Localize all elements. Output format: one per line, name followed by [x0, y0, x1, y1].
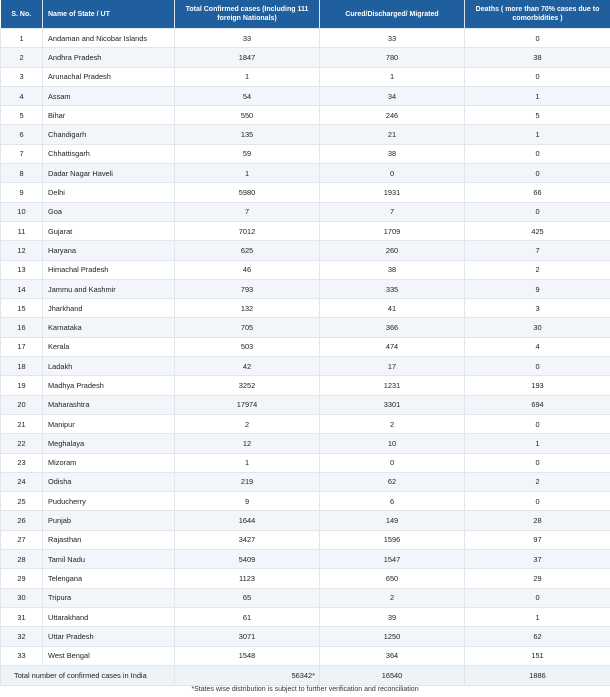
cell-deaths: 1 [465, 607, 610, 626]
cell-confirmed: 2 [175, 414, 320, 433]
table-row [1, 164, 610, 183]
cell-deaths: 0 [465, 453, 610, 472]
cell-sno: 20 [1, 395, 43, 414]
cell-deaths: 5 [465, 106, 610, 125]
table-row [1, 48, 610, 67]
cell-sno: 16 [1, 318, 43, 337]
cell-confirmed: 3252 [175, 376, 320, 395]
cell-sno: 21 [1, 414, 43, 433]
cell-deaths: 425 [465, 221, 610, 240]
table-header [1, 0, 610, 29]
header-state: Name of State / UT [43, 0, 175, 29]
table-body [1, 29, 610, 686]
table-row [1, 395, 610, 414]
cell-confirmed: 1 [175, 164, 320, 183]
cell-cured: 0 [320, 164, 465, 183]
cell-sno: 8 [1, 164, 43, 183]
cell-confirmed: 17974 [175, 395, 320, 414]
cell-deaths: 0 [465, 492, 610, 511]
cell-deaths: 37 [465, 550, 610, 569]
cell-sno: 24 [1, 472, 43, 491]
cell-cured: 780 [320, 48, 465, 67]
cell-deaths: 0 [465, 414, 610, 433]
header-confirmed: Total Confirmed cases (Including 111 foreign Nationals) [175, 0, 320, 29]
cell-state-name: Himachal Pradesh [43, 260, 175, 279]
cell-deaths: 0 [465, 588, 610, 607]
cell-confirmed: 5409 [175, 550, 320, 569]
table-row [1, 453, 610, 472]
cell-cured: 10 [320, 434, 465, 453]
cell-cured: 0 [320, 453, 465, 472]
cell-confirmed: 625 [175, 241, 320, 260]
cell-confirmed: 503 [175, 337, 320, 356]
cell-state-name: Gujarat [43, 221, 175, 240]
cell-cured: 149 [320, 511, 465, 530]
footnote: *States wise distribution is subject to further verification and reconciliation [191, 686, 419, 693]
cell-confirmed: 33 [175, 29, 320, 48]
cell-state-name: Ladakh [43, 357, 175, 376]
cell-state-name: Meghalaya [43, 434, 175, 453]
total-label: Total number of confirmed cases in India [1, 665, 175, 685]
cell-confirmed: 135 [175, 125, 320, 144]
table-row [1, 646, 610, 665]
cell-sno: 11 [1, 221, 43, 240]
cell-cured: 38 [320, 144, 465, 163]
cell-confirmed: 54 [175, 86, 320, 105]
cell-state-name: Kerala [43, 337, 175, 356]
cell-cured: 246 [320, 106, 465, 125]
cell-sno: 27 [1, 530, 43, 549]
table-row [1, 202, 610, 221]
cell-deaths: 28 [465, 511, 610, 530]
cell-cured: 1250 [320, 627, 465, 646]
cell-sno: 14 [1, 279, 43, 298]
cell-sno: 31 [1, 607, 43, 626]
total-row [1, 665, 610, 685]
table-row [1, 260, 610, 279]
table-row [1, 550, 610, 569]
cell-state-name: Uttar Pradesh [43, 627, 175, 646]
table-row [1, 125, 610, 144]
cell-confirmed: 1644 [175, 511, 320, 530]
cell-sno: 10 [1, 202, 43, 221]
cell-confirmed: 3071 [175, 627, 320, 646]
cell-sno: 17 [1, 337, 43, 356]
cell-state-name: Tripura [43, 588, 175, 607]
cell-sno: 2 [1, 48, 43, 67]
cell-cured: 1547 [320, 550, 465, 569]
cell-deaths: 0 [465, 29, 610, 48]
cell-confirmed: 550 [175, 106, 320, 125]
cell-sno: 9 [1, 183, 43, 202]
cell-cured: 39 [320, 607, 465, 626]
header-sno: S. No. [1, 0, 43, 29]
table-row [1, 86, 610, 105]
cell-deaths: 4 [465, 337, 610, 356]
table-row [1, 106, 610, 125]
cell-sno: 13 [1, 260, 43, 279]
table-row [1, 299, 610, 318]
cell-confirmed: 46 [175, 260, 320, 279]
table-row [1, 67, 610, 86]
table-row [1, 511, 610, 530]
cell-cured: 33 [320, 29, 465, 48]
cell-sno: 32 [1, 627, 43, 646]
cell-deaths: 29 [465, 569, 610, 588]
cell-sno: 25 [1, 492, 43, 511]
cell-sno: 1 [1, 29, 43, 48]
cell-state-name: Chhattisgarh [43, 144, 175, 163]
cell-deaths: 151 [465, 646, 610, 665]
cell-confirmed: 9 [175, 492, 320, 511]
cell-confirmed: 1847 [175, 48, 320, 67]
cell-cured: 21 [320, 125, 465, 144]
cell-confirmed: 1123 [175, 569, 320, 588]
cell-cured: 3301 [320, 395, 465, 414]
cell-sno: 4 [1, 86, 43, 105]
cell-state-name: Assam [43, 86, 175, 105]
cell-sno: 15 [1, 299, 43, 318]
table-row [1, 144, 610, 163]
cell-deaths: 62 [465, 627, 610, 646]
cell-cured: 335 [320, 279, 465, 298]
cell-state-name: Delhi [43, 183, 175, 202]
cell-state-name: Bihar [43, 106, 175, 125]
cell-deaths: 1 [465, 434, 610, 453]
cell-cured: 6 [320, 492, 465, 511]
cell-cured: 650 [320, 569, 465, 588]
cell-cured: 1 [320, 67, 465, 86]
cell-state-name: West Bengal [43, 646, 175, 665]
cell-confirmed: 59 [175, 144, 320, 163]
cell-sno: 22 [1, 434, 43, 453]
cell-deaths: 0 [465, 202, 610, 221]
cell-state-name: Jharkhand [43, 299, 175, 318]
cell-confirmed: 793 [175, 279, 320, 298]
cell-cured: 1709 [320, 221, 465, 240]
cell-deaths: 38 [465, 48, 610, 67]
cell-deaths: 0 [465, 67, 610, 86]
table-row [1, 588, 610, 607]
table-row [1, 434, 610, 453]
table-row [1, 414, 610, 433]
table-row [1, 569, 610, 588]
table-row [1, 318, 610, 337]
cell-state-name: Dadar Nagar Haveli [43, 164, 175, 183]
cell-confirmed: 1 [175, 453, 320, 472]
total-cured: 16540 [320, 665, 465, 685]
cell-confirmed: 3427 [175, 530, 320, 549]
header-deaths: Deaths ( more than 70% cases due to comorbidities ) [465, 0, 610, 29]
cell-deaths: 7 [465, 241, 610, 260]
cell-deaths: 30 [465, 318, 610, 337]
cell-state-name: Manipur [43, 414, 175, 433]
cell-deaths: 3 [465, 299, 610, 318]
cell-sno: 26 [1, 511, 43, 530]
table-row [1, 627, 610, 646]
cell-cured: 474 [320, 337, 465, 356]
cell-sno: 6 [1, 125, 43, 144]
table-row [1, 29, 610, 48]
cell-sno: 3 [1, 67, 43, 86]
cell-sno: 30 [1, 588, 43, 607]
table-row [1, 607, 610, 626]
cell-confirmed: 219 [175, 472, 320, 491]
cell-confirmed: 5980 [175, 183, 320, 202]
cell-sno: 29 [1, 569, 43, 588]
table-row [1, 492, 610, 511]
cell-cured: 2 [320, 414, 465, 433]
cell-deaths: 694 [465, 395, 610, 414]
cell-deaths: 1 [465, 86, 610, 105]
cell-state-name: Andaman and Nicobar Islands [43, 29, 175, 48]
cell-sno: 5 [1, 106, 43, 125]
cell-deaths: 0 [465, 357, 610, 376]
cell-confirmed: 65 [175, 588, 320, 607]
cell-deaths: 0 [465, 164, 610, 183]
table-row [1, 221, 610, 240]
cell-state-name: Telengana [43, 569, 175, 588]
cell-cured: 364 [320, 646, 465, 665]
cell-confirmed: 1548 [175, 646, 320, 665]
cell-state-name: Tamil Nadu [43, 550, 175, 569]
cell-cured: 1596 [320, 530, 465, 549]
cell-state-name: Goa [43, 202, 175, 221]
cell-confirmed: 1 [175, 67, 320, 86]
cell-deaths: 0 [465, 144, 610, 163]
table-row [1, 530, 610, 549]
cell-deaths: 1 [465, 125, 610, 144]
cell-sno: 28 [1, 550, 43, 569]
total-deaths: 1886 [465, 665, 610, 685]
header-cured: Cured/Discharged/ Migrated [320, 0, 465, 29]
cell-state-name: Uttarakhand [43, 607, 175, 626]
cell-state-name: Jammu and Kashmir [43, 279, 175, 298]
cell-deaths: 9 [465, 279, 610, 298]
cell-cured: 366 [320, 318, 465, 337]
cell-deaths: 97 [465, 530, 610, 549]
cell-confirmed: 61 [175, 607, 320, 626]
table-row [1, 337, 610, 356]
cell-cured: 1231 [320, 376, 465, 395]
cell-deaths: 2 [465, 260, 610, 279]
cell-cured: 2 [320, 588, 465, 607]
cell-state-name: Andhra Pradesh [43, 48, 175, 67]
cell-state-name: Karnataka [43, 318, 175, 337]
table-row [1, 241, 610, 260]
cell-sno: 18 [1, 357, 43, 376]
cell-state-name: Puducherry [43, 492, 175, 511]
cell-state-name: Odisha [43, 472, 175, 491]
table-row [1, 279, 610, 298]
cell-sno: 12 [1, 241, 43, 260]
cell-cured: 1931 [320, 183, 465, 202]
cell-cured: 260 [320, 241, 465, 260]
cell-state-name: Maharashtra [43, 395, 175, 414]
cell-cured: 62 [320, 472, 465, 491]
cell-state-name: Rajasthan [43, 530, 175, 549]
cell-state-name: Madhya Pradesh [43, 376, 175, 395]
cell-cured: 34 [320, 86, 465, 105]
cell-state-name: Chandigarh [43, 125, 175, 144]
cell-sno: 7 [1, 144, 43, 163]
cell-confirmed: 132 [175, 299, 320, 318]
cell-confirmed: 7 [175, 202, 320, 221]
cell-confirmed: 12 [175, 434, 320, 453]
cell-deaths: 2 [465, 472, 610, 491]
total-confirmed: 56342* [175, 665, 320, 685]
table-row [1, 472, 610, 491]
cell-confirmed: 705 [175, 318, 320, 337]
cell-state-name: Haryana [43, 241, 175, 260]
table-row [1, 376, 610, 395]
cell-state-name: Arunachal Pradesh [43, 67, 175, 86]
cell-confirmed: 7012 [175, 221, 320, 240]
table-row [1, 183, 610, 202]
cell-deaths: 66 [465, 183, 610, 202]
cell-state-name: Punjab [43, 511, 175, 530]
cell-deaths: 193 [465, 376, 610, 395]
cell-cured: 41 [320, 299, 465, 318]
cell-state-name: Mizoram [43, 453, 175, 472]
cell-cured: 7 [320, 202, 465, 221]
cell-sno: 23 [1, 453, 43, 472]
cell-cured: 17 [320, 357, 465, 376]
cell-cured: 38 [320, 260, 465, 279]
cell-confirmed: 42 [175, 357, 320, 376]
table-row [1, 357, 610, 376]
cell-sno: 33 [1, 646, 43, 665]
cell-sno: 19 [1, 376, 43, 395]
